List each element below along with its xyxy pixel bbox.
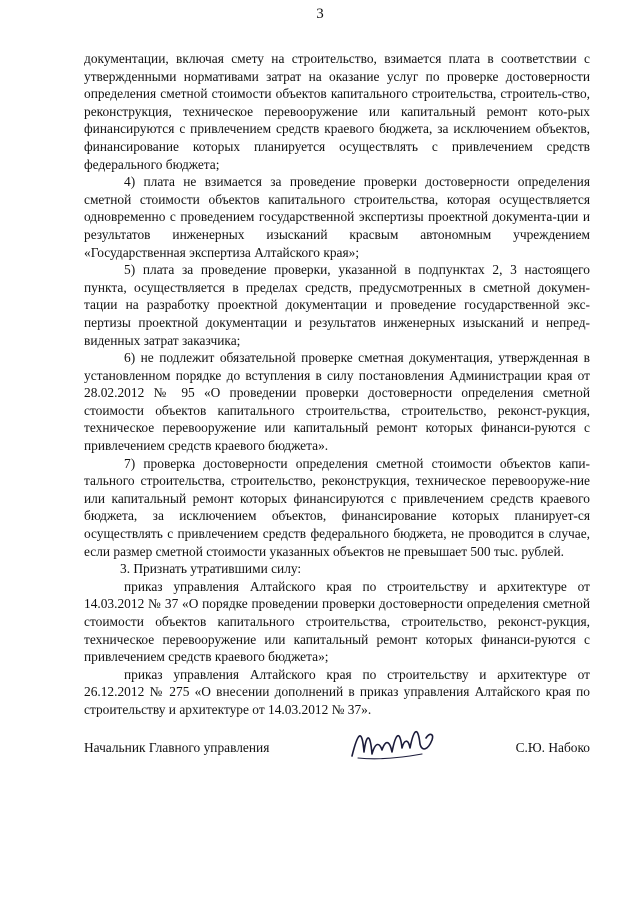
signatory-title: Начальник Главного управления — [84, 740, 270, 755]
signatory-name: С.Ю. Набоко — [515, 740, 590, 755]
document-body — [84, 50, 590, 719]
paragraph-item-6: 6) не подлежит обязательной проверке сметная документация, утвержденная в установленном порядке до вступления в силу постановления Администрации края от 28.02.2012 № 95 «О проведении проверки достоверности определения сметной стоимости объектов капитального строительства, строительство, реконст-рукция, техническое перевооружение или капитальный ремонт которых финанси-руются с привлечением средств краевого бюджета». — [84, 350, 590, 454]
signature-block — [84, 732, 590, 772]
paragraph-section-3: 3. Признать утратившими силу: — [120, 561, 302, 577]
paragraph-item-5: 5) плата за проведение проверки, указанной в подпунктах 2, 3 настоящего пункта, осуществляется в пределах средств, предусмотренных в сметной докумен-тации на разработку проектной документации и проведение государственной экс-пертизы проектной документации и результатов инженерных изысканий и непред-виденных затрат заказчика; — [84, 262, 590, 348]
paragraph-repealed-order-37: приказ управления Алтайского края по строительству и архитектуре от 14.03.2012 № 37 «О порядке проведении проверки достоверности определения сметной стоимости объектов капитального строительства, строительство, реконст-рукция, техническое перевооружение или капитальный ремонт которых финанси-руются с привлечением средств краевого бюджета»; — [84, 578, 590, 665]
paragraph-continuation: документации, включая смету на строительство, взимается плата в соответствии с утвержденными нормативами затрат на оказание услуг по проверке достоверности определения сметной стоимости объектов капитального строительства, строитель-ство, реконструкция, техническое перевооружение или капитальный ремонт кото-рых финансируются с привлечением средств краевого бюджета, за исключением объектов, финансирование которых планируется осуществлять с привлечением средств федерального бюджета; — [84, 51, 590, 172]
paragraph-item-7: 7) проверка достоверности определения сметной стоимости объектов капи-тального строительства, строительство, реконструкция, техническое перевооруже-ние или капитальный ремонт которых финансируются с привлечением средств краевого бюджета, за исключением объектов, финансирование которых планирует-ся осуществлять с привлечением средств федерального бюджета, не проводится в случае, если размер сметной стоимости указанных объектов не превышает 500 тыс. рублей. — [84, 455, 590, 559]
paragraph-item-4: 4) плата не взимается за проведение проверки достоверности определения сметной стоимости объектов капитального строительства, которая осуществляется одновременно с проведением государственной экспертизы проектной документа-ции и результатов инженерных изысканий красвым автономным учреждением «Государственная экспертиза Алтайского края»; — [84, 174, 590, 260]
paragraph-repealed-order-275: приказ управления Алтайского края по строительству и архитектуре от 26.12.2012 № 275 «О внесении дополнений в приказ управления Алтайского края по строительству и архитектуре от 14.03.2012 № 37». — [84, 666, 590, 717]
page-number: 3 — [316, 6, 324, 22]
handwritten-signature — [348, 722, 440, 764]
